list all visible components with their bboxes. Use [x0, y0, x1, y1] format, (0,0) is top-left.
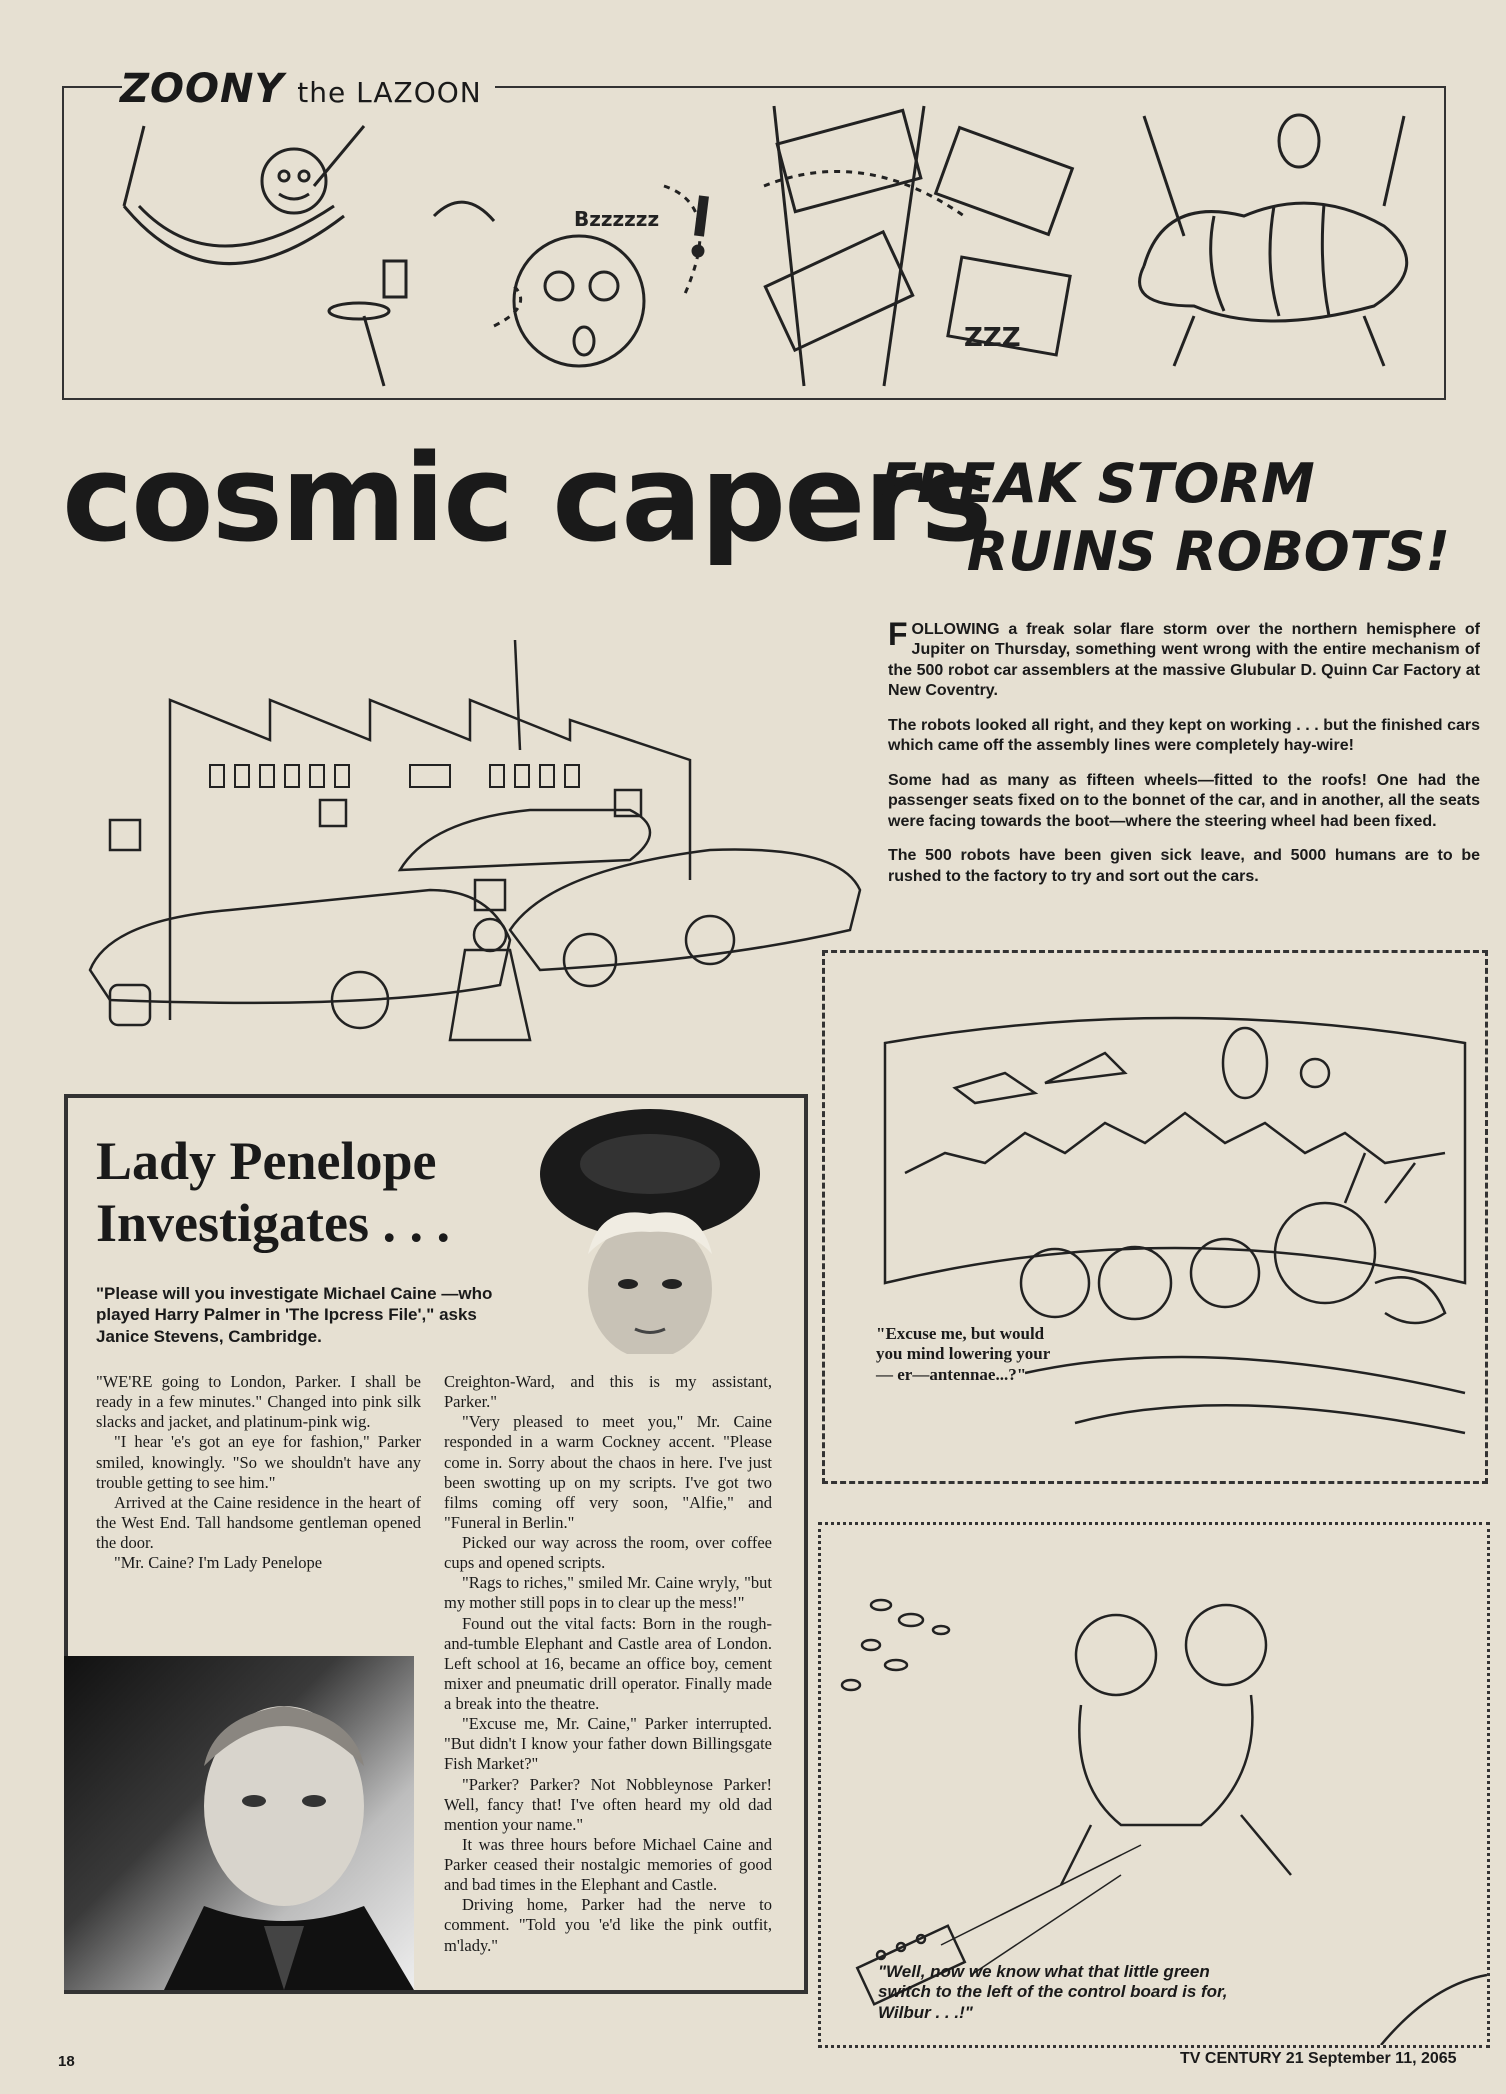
headline-line-1: FREAK STORM — [880, 452, 1315, 515]
column-paragraph: Driving home, Parker had the nerve to comment. "Told you 'e'd like the pink outfit, m'lady." — [444, 1895, 772, 1955]
strip-title — [120, 66, 482, 112]
title-line-1: Lady Penelope — [96, 1131, 437, 1191]
freak-storm-headline — [880, 450, 1480, 585]
article-paragraph: Some had as many as fifteen wheels—fitted to the roofs! One had the passenger seats fixed on to the bonnet of the car, and in another, all the seats were facing towards the boot—where the steering wheel had been fixed. — [888, 771, 1480, 830]
article-column-1 — [96, 1372, 421, 1573]
sfx-text: Bzzzzzz — [574, 207, 660, 231]
robot-factory-illustration — [70, 640, 870, 1060]
article-paragraph: FOLLOWING a freak solar flare storm over the northern hemisphere of Jupiter on Thursday, something went wrong with the entire mechanism of the 500 robot car assemblers at the massive Glubular D. Quinn Car Factory at New Coventry. — [888, 616, 1480, 700]
article-paragraph: The 500 robots have been given sick leave, and 5000 humans are to be rushed to the factory to try and sort out the cars. — [888, 847, 1480, 885]
lady-penelope-photo — [500, 1104, 800, 1354]
column-paragraph: It was three hours before Michael Caine and Parker ceased their nostalgic memories of good and bad times in the Elephant and Castle. — [444, 1834, 772, 1895]
drop-cap: F — [888, 616, 908, 652]
column-paragraph: Arrived at the Caine residence in the heart of the West End. Tall handsome gentleman opened the door. — [96, 1492, 421, 1552]
freak-storm-article — [888, 616, 1480, 901]
portrait-art — [64, 1656, 414, 1990]
column-paragraph: Creighton-Ward, and this is my assistant, Parker." — [444, 1372, 772, 1412]
sfx-zzz: ZZZ — [964, 323, 1021, 353]
reader-request: "Please will you investigate Michael Caine —who played Harry Palmer in 'The Ipcress File'," asks Janice Stevens, Cambridge. — [96, 1284, 493, 1346]
cinema-cartoon-art — [825, 953, 1485, 1481]
column-paragraph: "Excuse me, Mr. Caine," Parker interrupted. "But didn't I know your father down Billingsgate Fish Market?" — [444, 1714, 772, 1774]
column-paragraph: "Parker? Parker? Not Nobbleynose Parker! Well, fancy that! I've often heard my old dad mention your name." — [444, 1774, 772, 1834]
column-paragraph: Found out the vital facts: Born in the rough-and-tumble Elephant and Castle area of London. Left school at 16, became an office boy, cement mixer and pneumatic drill operator. Finally made a break into the theatre. — [444, 1613, 772, 1713]
cinema-cartoon-panel — [822, 950, 1488, 1484]
strip-title-lazoon: the LAZOON — [297, 76, 482, 109]
michael-caine-photo — [64, 1656, 414, 1990]
column-paragraph: "Mr. Caine? I'm Lady Penelope — [114, 1553, 323, 1573]
space-cartoon-caption: "Well, now we know what that little green switch to the left of the control board is for, Wilbur . . .!" — [878, 1962, 1228, 2022]
strip-title-zoony: ZOONY — [120, 66, 285, 112]
article-paragraph: The robots looked all right, and they kept on working . . . but the finished cars which came off the assembly lines were completely hay-wire! — [888, 716, 1480, 755]
lady-penelope-title — [96, 1130, 450, 1254]
column-paragraph: "I hear 'e's got an eye for fashion," Parker smiled, knowingly. "So we shouldn't have any trouble getting to see him." — [96, 1432, 421, 1492]
zoony-strip-art — [64, 86, 1444, 398]
cinema-cartoon-caption: "Excuse me, but would you mind lowering your— er—antennae...?" — [876, 1324, 1051, 1384]
column-paragraph: "WE'RE going to London, Parker. I shall be ready in a few minutes." Changed into pink silk slacks and jacket, and platinum-pink wig. — [96, 1372, 421, 1432]
cosmic-capers-title: cosmic capers — [62, 430, 991, 569]
column-paragraph: "Very pleased to meet you," Mr. Caine responded in a warm Cockney accent. "Please come in. Sorry about the chaos in here. I've just been swotting up on my scripts. I've got two films coming off very soon, "Alfie," and "Funeral in Berlin." — [444, 1412, 772, 1532]
page-number: 18 — [58, 2053, 75, 2070]
article-column-2 — [444, 1372, 772, 1956]
title-line-2: Investigates . . . — [96, 1193, 450, 1254]
publication-footer: TV CENTURY 21 September 11, 2065 — [1180, 2050, 1457, 2067]
column-paragraph: Picked our way across the room, over coffee cups and opened scripts. — [444, 1533, 772, 1573]
column-paragraph: "Rags to riches," smiled Mr. Caine wryly, "but my mother still pops in to clear up the mess!" — [444, 1573, 772, 1613]
zoony-comic-strip — [62, 86, 1446, 400]
headline-line-2: RUINS ROBOTS! — [966, 519, 1450, 583]
